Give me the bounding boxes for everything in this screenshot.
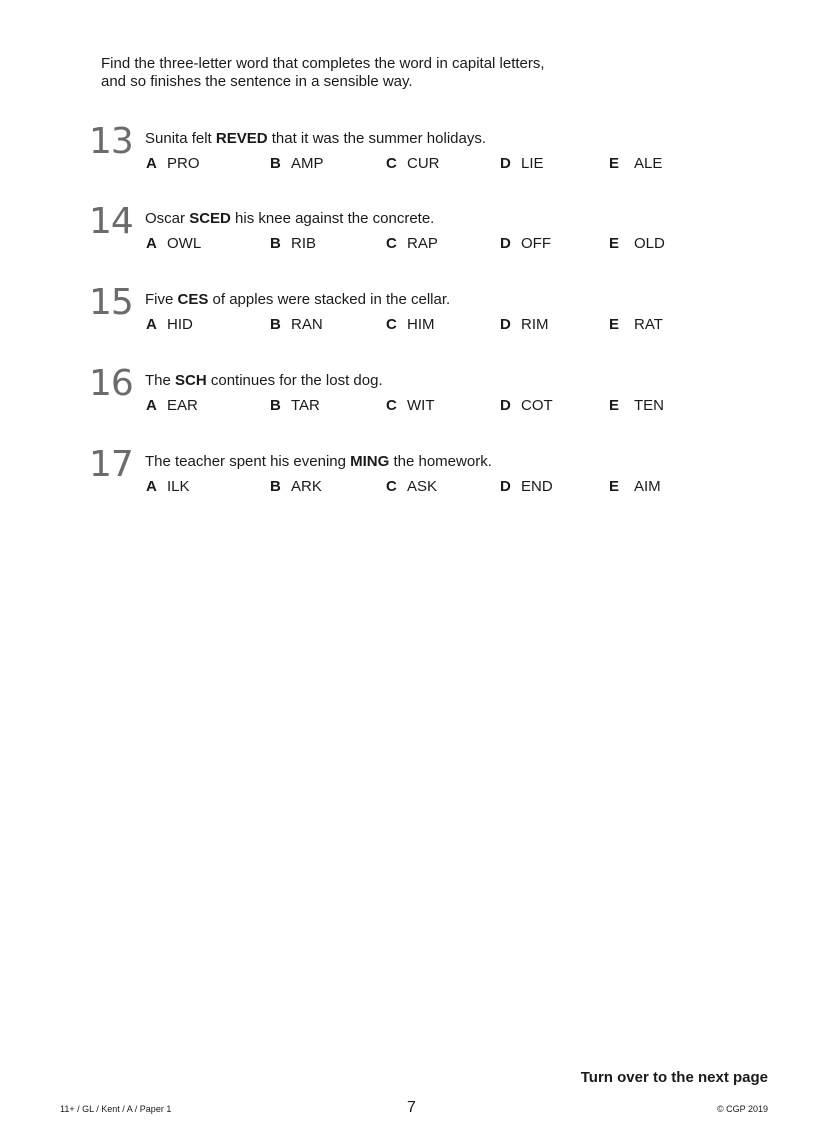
sentence-after: continues for the lost dog. (206, 372, 383, 389)
option-letter: E (609, 316, 620, 333)
option-e[interactable] (609, 478, 661, 496)
option-letter: D (500, 235, 511, 252)
option-text: CUR (407, 155, 440, 172)
option-text: LIE (521, 155, 544, 172)
option-text: COT (521, 397, 553, 414)
option-letter: D (500, 316, 511, 333)
answer-options (0, 235, 826, 255)
option-letter: A (146, 316, 157, 333)
question-number: 16 (89, 363, 133, 404)
option-text: RAT (634, 316, 663, 333)
question-number: 13 (89, 121, 133, 162)
option-text: RIM (521, 316, 549, 333)
option-text: HID (167, 316, 193, 333)
option-letter: B (270, 235, 281, 252)
answer-options (0, 397, 826, 417)
option-e[interactable] (609, 397, 664, 415)
option-d[interactable] (500, 397, 553, 415)
option-b[interactable] (270, 316, 323, 334)
option-letter: E (609, 155, 620, 172)
sentence-before: The (145, 372, 176, 389)
sentence-after: of apples were stacked in the cellar. (208, 291, 451, 308)
option-letter: A (146, 155, 157, 172)
option-e[interactable] (609, 235, 665, 253)
copyright: © CGP 2019 (717, 1104, 768, 1114)
question-14 (0, 201, 826, 280)
option-b[interactable] (270, 478, 322, 496)
question-17 (0, 444, 826, 523)
option-c[interactable] (386, 155, 440, 173)
option-text: RAP (407, 235, 438, 252)
option-text: END (521, 478, 553, 495)
option-text: OWL (167, 235, 202, 252)
question-sentence (145, 210, 434, 228)
capital-word: CES (177, 291, 209, 308)
paper-reference: 11+ / GL / Kent / A / Paper 1 (60, 1104, 172, 1114)
question-sentence (145, 372, 383, 390)
option-a[interactable] (146, 397, 198, 415)
option-text: PRO (167, 155, 200, 172)
option-text: AMP (291, 155, 324, 172)
option-text: ALE (634, 155, 663, 172)
instructions (101, 55, 621, 91)
instructions-line-1: Find the three-letter word that completes the word in capital letters, (101, 55, 545, 72)
page-number: 7 (407, 1099, 416, 1116)
sentence-after: the homework. (389, 453, 492, 470)
question-sentence (145, 291, 450, 309)
option-letter: E (609, 397, 620, 414)
sentence-before: Five (145, 291, 178, 308)
answer-options (0, 316, 826, 336)
option-letter: C (386, 316, 397, 333)
option-letter: D (500, 155, 511, 172)
question-sentence (145, 453, 492, 471)
option-b[interactable] (270, 155, 324, 173)
question-13 (0, 121, 826, 200)
option-letter: A (146, 478, 157, 495)
option-a[interactable] (146, 478, 190, 496)
option-text: EAR (167, 397, 198, 414)
question-number: 17 (89, 444, 133, 485)
instructions-line-2: and so finishes the sentence in a sensible way. (101, 73, 413, 90)
option-text: OLD (634, 235, 665, 252)
option-letter: B (270, 478, 281, 495)
option-letter: E (609, 235, 620, 252)
sentence-before: Sunita felt (145, 130, 216, 147)
option-e[interactable] (609, 155, 662, 173)
sentence-before: Oscar (145, 210, 190, 227)
capital-word: SCH (175, 372, 207, 389)
option-text: ILK (167, 478, 190, 495)
option-letter: C (386, 478, 397, 495)
option-a[interactable] (146, 316, 193, 334)
option-letter: C (386, 235, 397, 252)
option-text: HIM (407, 316, 435, 333)
question-sentence (145, 130, 486, 148)
option-text: WIT (407, 397, 435, 414)
option-text: OFF (521, 235, 551, 252)
option-d[interactable] (500, 316, 549, 334)
option-text: RIB (291, 235, 317, 252)
option-a[interactable] (146, 155, 200, 173)
question-15 (0, 282, 826, 361)
option-letter: B (270, 155, 281, 172)
answer-options (0, 155, 826, 175)
capital-word: MING (350, 453, 390, 470)
option-d[interactable] (500, 478, 553, 496)
question-number: 15 (89, 282, 133, 323)
option-c[interactable] (386, 235, 438, 253)
option-d[interactable] (500, 235, 551, 253)
option-text: ASK (407, 478, 438, 495)
turn-over-note: Turn over to the next page (580, 1069, 768, 1086)
option-text: RAN (291, 316, 323, 333)
option-letter: A (146, 397, 157, 414)
sentence-before: The teacher spent his evening (145, 453, 351, 470)
option-text: AIM (634, 478, 661, 495)
option-text: ARK (291, 478, 322, 495)
option-b[interactable] (270, 397, 320, 415)
option-letter: C (386, 397, 397, 414)
option-d[interactable] (500, 155, 544, 173)
option-letter: E (609, 478, 620, 495)
sentence-after: his knee against the concrete. (230, 210, 435, 227)
option-letter: C (386, 155, 397, 172)
option-letter: B (270, 316, 281, 333)
option-text: TAR (291, 397, 320, 414)
answer-options (0, 478, 826, 498)
option-b[interactable] (270, 235, 316, 253)
capital-word: SCED (189, 210, 231, 227)
capital-word: REVED (215, 130, 268, 147)
option-text: TEN (634, 397, 664, 414)
sentence-after: that it was the summer holidays. (267, 130, 487, 147)
question-16 (0, 363, 826, 442)
option-c[interactable] (386, 397, 435, 415)
option-c[interactable] (386, 316, 435, 334)
option-e[interactable] (609, 316, 663, 334)
option-letter: D (500, 478, 511, 495)
option-c[interactable] (386, 478, 437, 496)
question-number: 14 (89, 201, 133, 242)
option-letter: D (500, 397, 511, 414)
option-letter: B (270, 397, 281, 414)
option-a[interactable] (146, 235, 201, 253)
option-letter: A (146, 235, 157, 252)
